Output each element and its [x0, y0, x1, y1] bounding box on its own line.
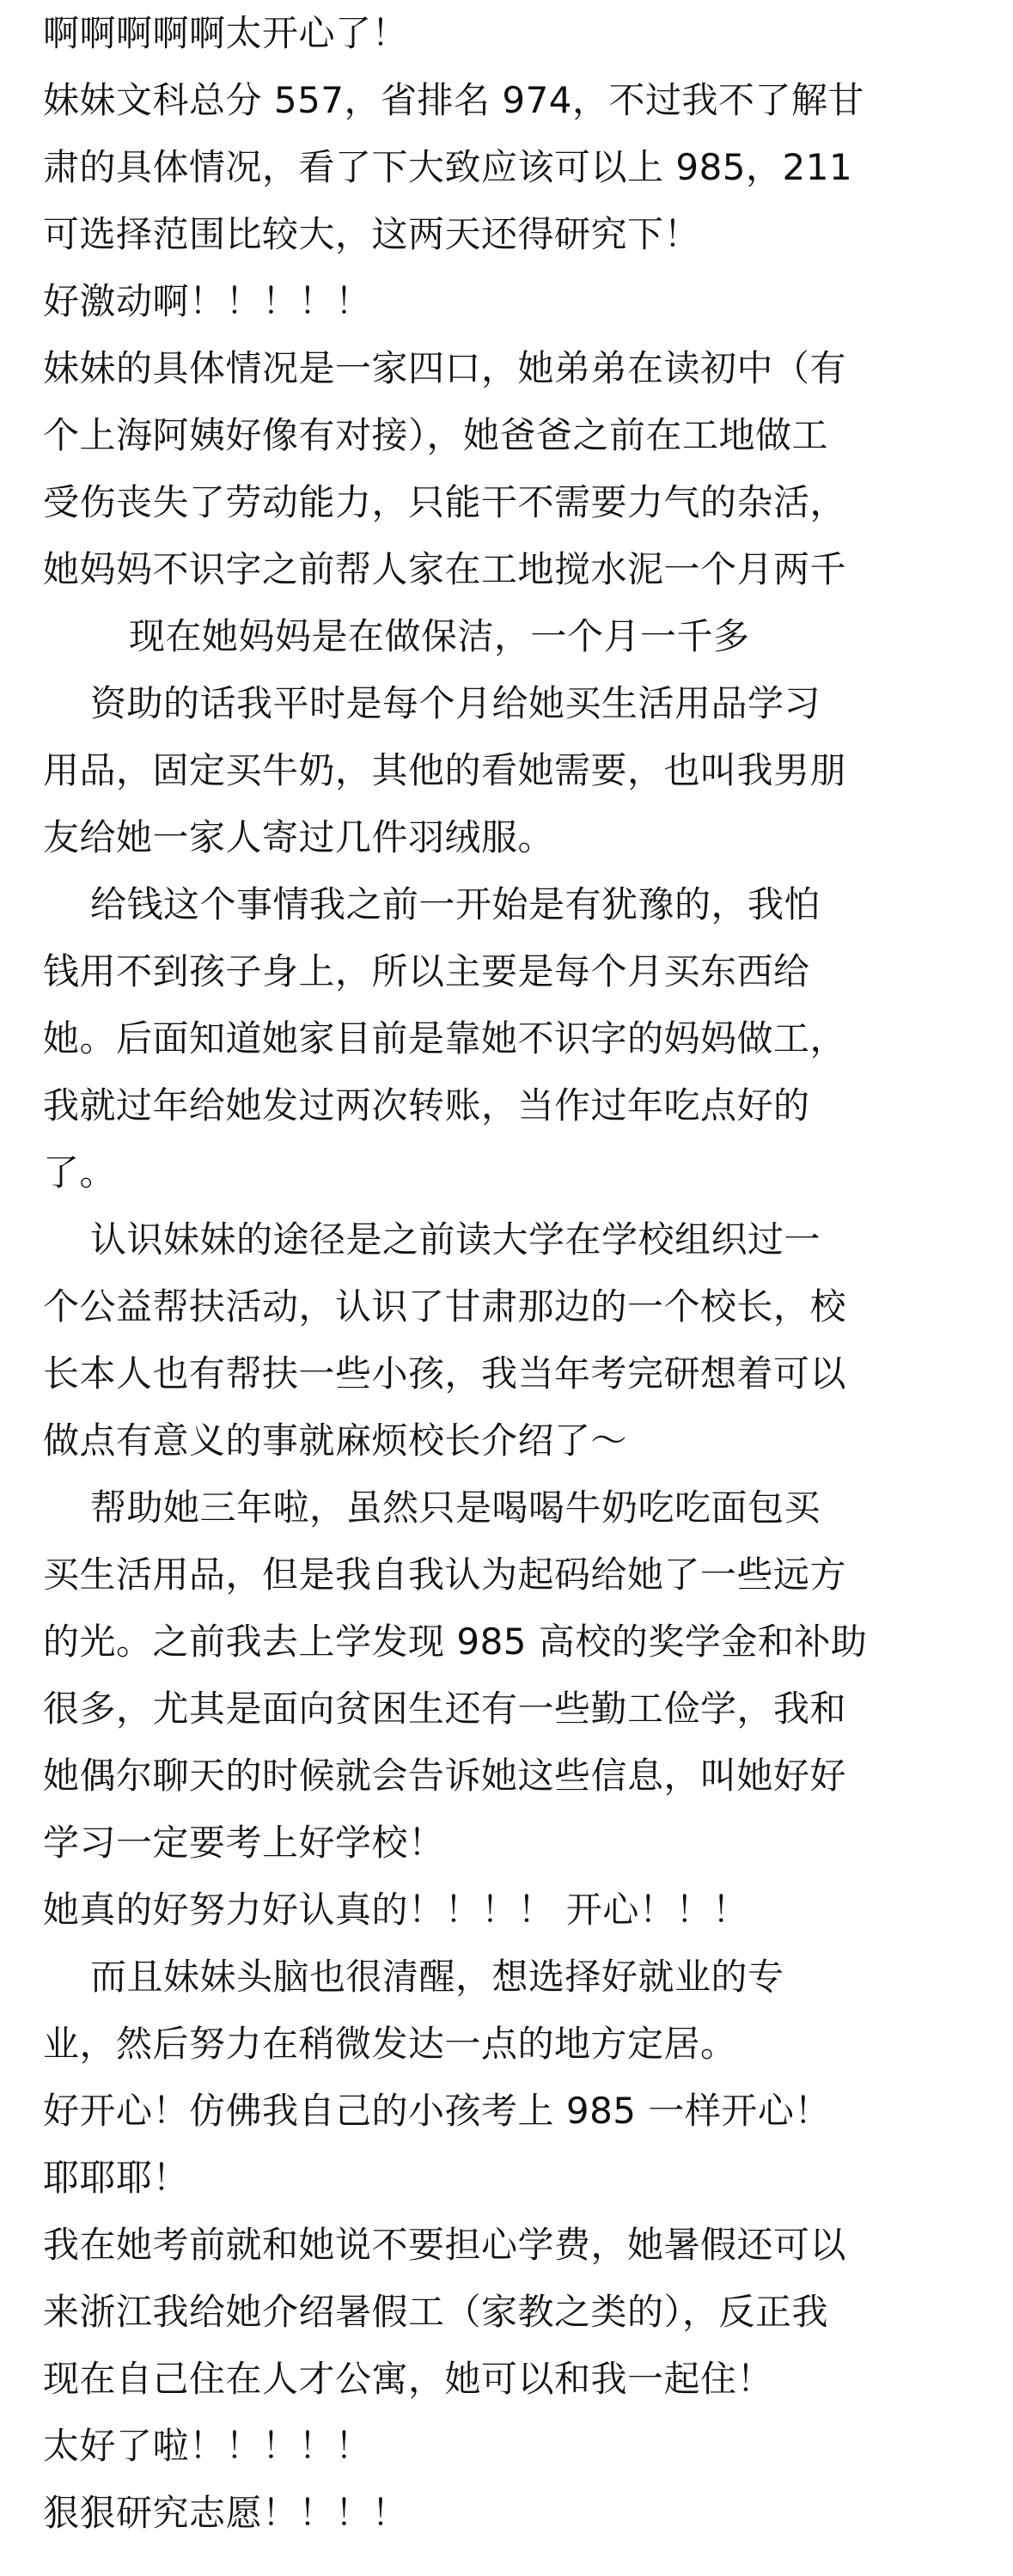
text-line-23: 帮助她三年啦，虽然只是喝喝牛奶吃吃面包买	[90, 1486, 821, 1529]
text-line-15: 钱用不到孩子身上，所以主要是每个月买东西给	[43, 950, 810, 992]
text-line-10: 现在她妈妈是在做保洁，一个月一千多	[129, 615, 750, 657]
text-line-22: 做点有意义的事就麻烦校长介绍了～	[43, 1419, 628, 1462]
text-line-7: 个上海阿姨好像有对接），她爸爸之前在工地做工	[43, 414, 829, 456]
text-line-21: 长本人也有帮扶一些小孩，我当年考完研想着可以	[43, 1352, 847, 1395]
text-line-32: 好开心！仿佛我自己的小孩考上 985 一样开心！	[43, 2090, 831, 2132]
text-line-5: 好激动啊！！！！！	[43, 280, 372, 322]
text-line-9: 她妈妈不识字之前帮人家在工地搅水泥一个月两千	[43, 548, 847, 590]
text-line-12: 用品，固定买牛奶，其他的看她需要，也叫我男朋	[43, 749, 847, 791]
text-line-31: 业，然后努力在稍微发达一点的地方定居。	[43, 2023, 737, 2065]
text-line-19: 认识妹妹的途径是之前读大学在学校组织过一	[90, 1218, 821, 1261]
text-line-14: 给钱这个事情我之前一开始是有犹豫的，我怕	[90, 883, 821, 925]
text-line-26: 很多，尤其是面向贫困生还有一些勤工俭学，我和	[43, 1688, 847, 1730]
text-line-1: 啊啊啊啊啊太开心了！	[43, 12, 409, 54]
text-line-27: 她偶尔聊天的时候就会告诉她这些信息，叫她好好	[43, 1755, 847, 1797]
text-line-11: 资助的话我平时是每个月给她买生活用品学习	[90, 682, 821, 724]
text-line-24: 买生活用品，但是我自我认为起码给她了一些远方	[43, 1554, 847, 1596]
text-line-6: 妹妹的具体情况是一家四口，她弟弟在读初中（有	[43, 347, 847, 389]
text-line-25: 的光。之前我去上学发现 985 高校的奖学金和补助	[43, 1621, 868, 1663]
text-line-38: 狠狠研究志愿！！！！	[43, 2492, 409, 2534]
text-line-28: 学习一定要考上好学校！	[43, 1822, 445, 1864]
text-line-18: 了。	[43, 1151, 117, 1193]
text-line-29: 她真的好努力好认真的！！！！ 开心！！！	[43, 1889, 749, 1931]
text-line-13: 友给她一家人寄过几件羽绒服。	[43, 816, 555, 858]
text-line-2: 妹妹文科总分 557，省排名 974，不过我不了解甘	[43, 79, 865, 121]
text-line-3: 肃的具体情况，看了下大致应该可以上 985，211	[43, 146, 853, 188]
text-line-17: 我就过年给她发过两次转账，当作过年吃点好的	[43, 1084, 810, 1126]
text-line-35: 来浙江我给她介绍暑假工（家教之类的），反正我	[43, 2291, 829, 2333]
text-line-8: 受伤丧失了劳动能力，只能干不需要力气的杂活，	[43, 481, 847, 523]
text-line-34: 我在她考前就和她说不要担心学费，她暑假还可以	[43, 2224, 847, 2266]
text-line-4: 可选择范围比较大，这两天还得研究下！	[43, 213, 701, 255]
text-line-33: 耶耶耶！	[43, 2157, 190, 2199]
text-line-16: 她。后面知道她家目前是靠她不识字的妈妈做工，	[43, 1017, 847, 1059]
text-line-30: 而且妹妹头脑也很清醒，想选择好就业的专	[90, 1956, 784, 1998]
text-line-36: 现在自己住在人才公寓，她可以和我一起住！	[43, 2358, 774, 2400]
text-line-37: 太好了啦！！！！！	[43, 2425, 372, 2467]
text-line-20: 个公益帮扶活动，认识了甘肃那边的一个校长，校	[43, 1285, 847, 1328]
